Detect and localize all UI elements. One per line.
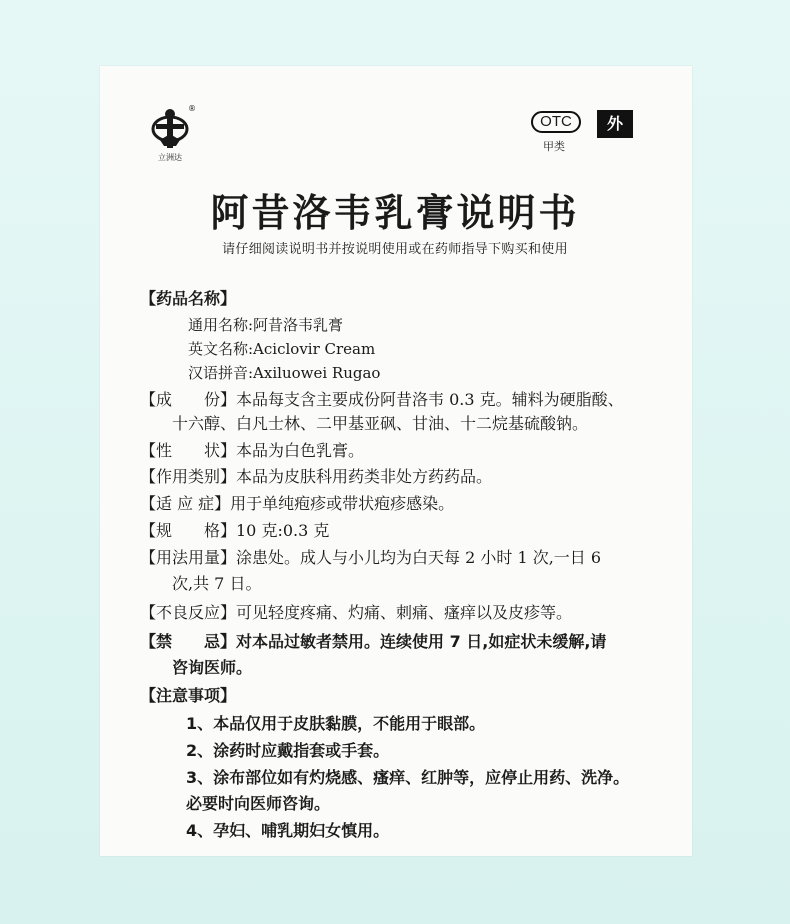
- generic-name: 通用名称:阿昔洛韦乳膏: [188, 316, 344, 334]
- english-name: 英文名称:Aciclovir Cream: [188, 340, 376, 358]
- precaution-item-1: 1、本品仅用于皮肤黏膜，不能用于眼部。: [186, 714, 486, 733]
- drug-name-header: 【药品名称】: [140, 289, 237, 308]
- contraindications-line-2: 咨询医师。: [172, 658, 253, 677]
- external-use-badge: 外: [597, 110, 633, 138]
- document-subtitle: 请仔细阅读说明书并按说明使用或在药师指导下购买和使用: [222, 242, 568, 257]
- ingredients-line-2: 十六醇、白凡士林、二甲基亚砜、甘油、十二烷基硫酸钠。: [172, 414, 589, 433]
- registered-mark: ®: [188, 104, 196, 113]
- brand-text: 立洲达: [158, 153, 182, 162]
- pinyin-name: 汉语拼音:Axiluowei Rugao: [188, 364, 381, 382]
- otc-badge: OTC: [531, 111, 581, 133]
- contraindications-line-1: 【禁 忌】对本品过敏者禁用。连续使用 7 日,如症状未缓解,请: [140, 632, 607, 651]
- precaution-item-4: 4、孕妇、哺乳期妇女慎用。: [186, 821, 390, 840]
- ingredients-line-1: 【成 份】本品每支含主要成份阿昔洛韦 0.3 克。辅料为硬脂酸、: [140, 390, 624, 409]
- precaution-item-2: 2、涂药时应戴指套或手套。: [186, 741, 390, 760]
- appearance-line: 【性 状】本品为白色乳膏。: [140, 441, 365, 460]
- precaution-item-3b: 必要时向医师咨询。: [186, 794, 331, 813]
- otc-class-label: 甲类: [543, 140, 565, 153]
- document-title: 阿昔洛韦乳膏说明书: [210, 191, 580, 235]
- category-line: 【作用类别】本品为皮肤科用药类非处方药药品。: [140, 467, 493, 486]
- adverse-reactions-line: 【不良反应】可见轻度疼痛、灼痛、刺痛、瘙痒以及皮疹等。: [140, 603, 573, 622]
- dosage-line-1: 【用法用量】涂患处。成人与小儿均为白天每 2 小时 1 次,一日 6: [140, 548, 602, 567]
- precaution-item-3a: 3、涂布部位如有灼烧感、瘙痒、红肿等，应停止用药、洗净。: [186, 768, 630, 787]
- dosage-line-2: 次,共 7 日。: [172, 574, 262, 593]
- specification-line: 【规 格】10 克:0.3 克: [140, 521, 330, 540]
- brand-emblem-icon: [148, 106, 192, 152]
- indications-line: 【适 应 症】用于单纯疱疹或带状疱疹感染。: [140, 494, 455, 513]
- brand-logo: [148, 104, 196, 170]
- precautions-header: 【注意事项】: [140, 686, 237, 705]
